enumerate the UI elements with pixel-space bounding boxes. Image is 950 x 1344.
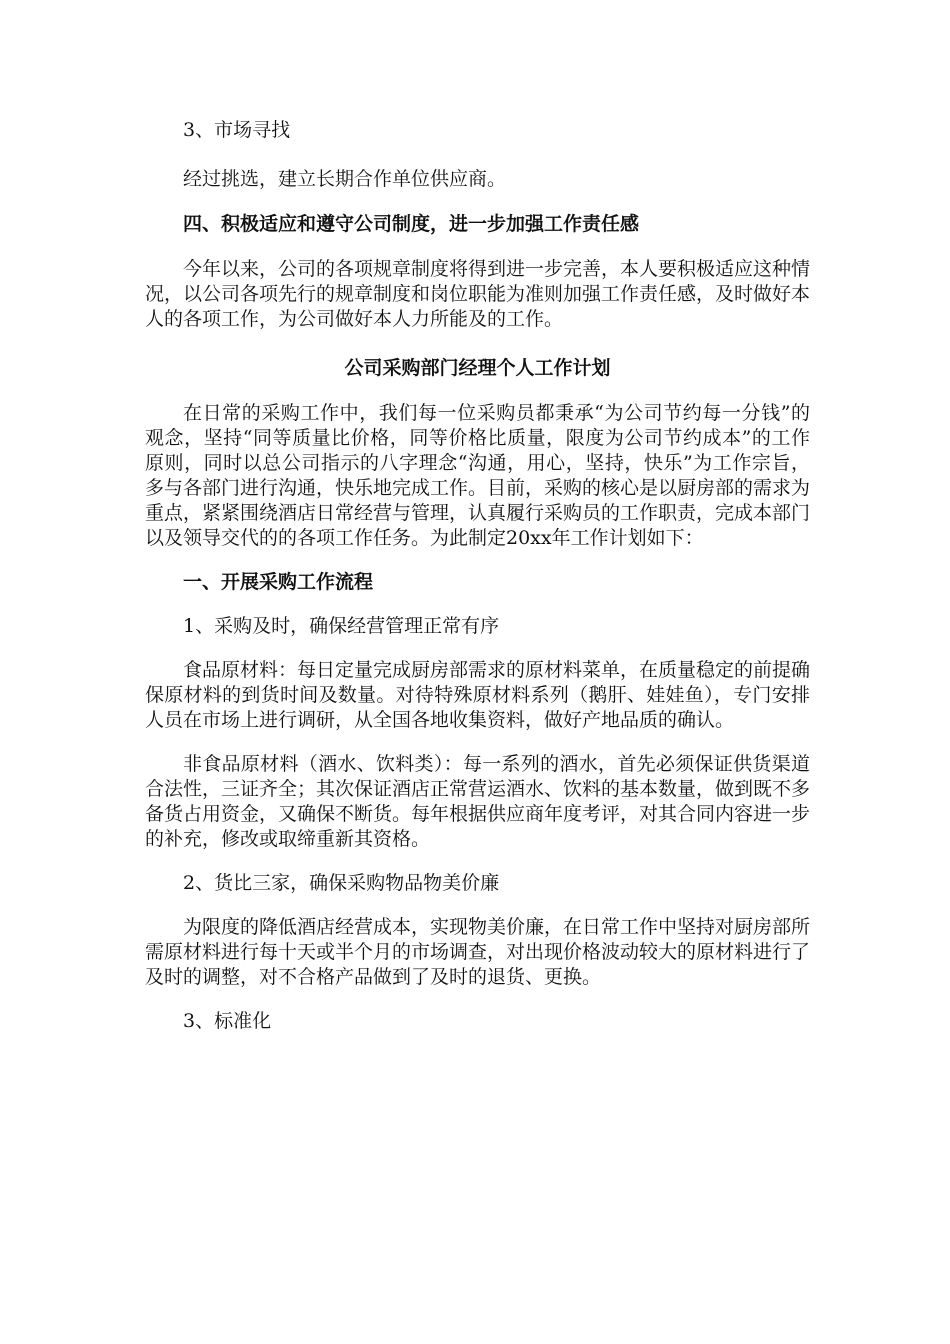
paragraph-company-rules: 今年以来，公司的各项规章制度将得到进一步完善，本人要积极适应这种情况，以公司各项先行的规章制度和岗位职能为准则加强工作责任感，及时做好本人的各项工作，为公司做好本人力所能及的工作。 — [145, 258, 811, 330]
paragraph-purchasing-intro: 在日常的采购工作中，我们每一位采购员都秉承“为公司节约每一分钱”的观念，坚持“同等质量比价格，同等价格比质量，限度为公司节约成本”的工作原则，同时以总公司指示的八字理念“沟通，用心，坚持，快乐”为工作宗旨，多与各部门进行沟通，快乐地完成工作。目前，采购的核心是以厨房部的需求为重点，紧紧围绕酒店日常经营与管理，认真履行采购员的工作职责，完成本部门以及领导交代的的各项工作任务。为此制定20xx年工作计划如下： — [145, 402, 811, 549]
document-title: 公司采购部门经理个人工作计划 — [344, 357, 611, 379]
subheading-compare-prices: 2、货比三家，确保采购物品物美价廉 — [183, 872, 500, 894]
heading-section-four: 四、积极适应和遵守公司制度，进一步加强工作责任感 — [183, 213, 640, 235]
paragraph-cost-reduction: 为限度的降低酒店经营成本，实现物美价廉，在日常工作中坚持对厨房部所需原材料进行每十天或半个月的市场调查，对出现价格波动较大的原材料进行了及时的调整，对不合格产品做到了及时的退货、更换。 — [145, 916, 811, 988]
paragraph-supplier-selection: 经过挑选，建立长期合作单位供应商。 — [183, 168, 507, 190]
subheading-market-search: 3、市场寻找 — [183, 119, 291, 141]
paragraph-food-materials: 食品原材料：每日定量完成厨房部需求的原材料菜单，在质量稳定的前提确保原材料的到货时间及数量。对待特殊原材料系列（鹅肝、娃娃鱼），专门安排人员在市场上进行调研，从全国各地收集资料，做好产地品质的确认。 — [145, 659, 811, 731]
document-page — [145, 118, 810, 1034]
paragraph-non-food-materials: 非食品原材料（酒水、饮料类）：每一系列的酒水，首先必须保证供货渠道合法性，三证齐全；其次保证酒店正常营运酒水、饮料的基本数量，做到既不多备货占用资金，又确保不断货。每年根据供应商年度考评，对其合同内容进一步的补充，修改或取缔重新其资格。 — [145, 753, 811, 850]
subheading-timely-purchasing: 1、采购及时，确保经营管理正常有序 — [183, 615, 500, 637]
heading-section-one: 一、开展采购工作流程 — [183, 571, 374, 593]
subheading-standardization: 3、标准化 — [183, 1010, 272, 1032]
